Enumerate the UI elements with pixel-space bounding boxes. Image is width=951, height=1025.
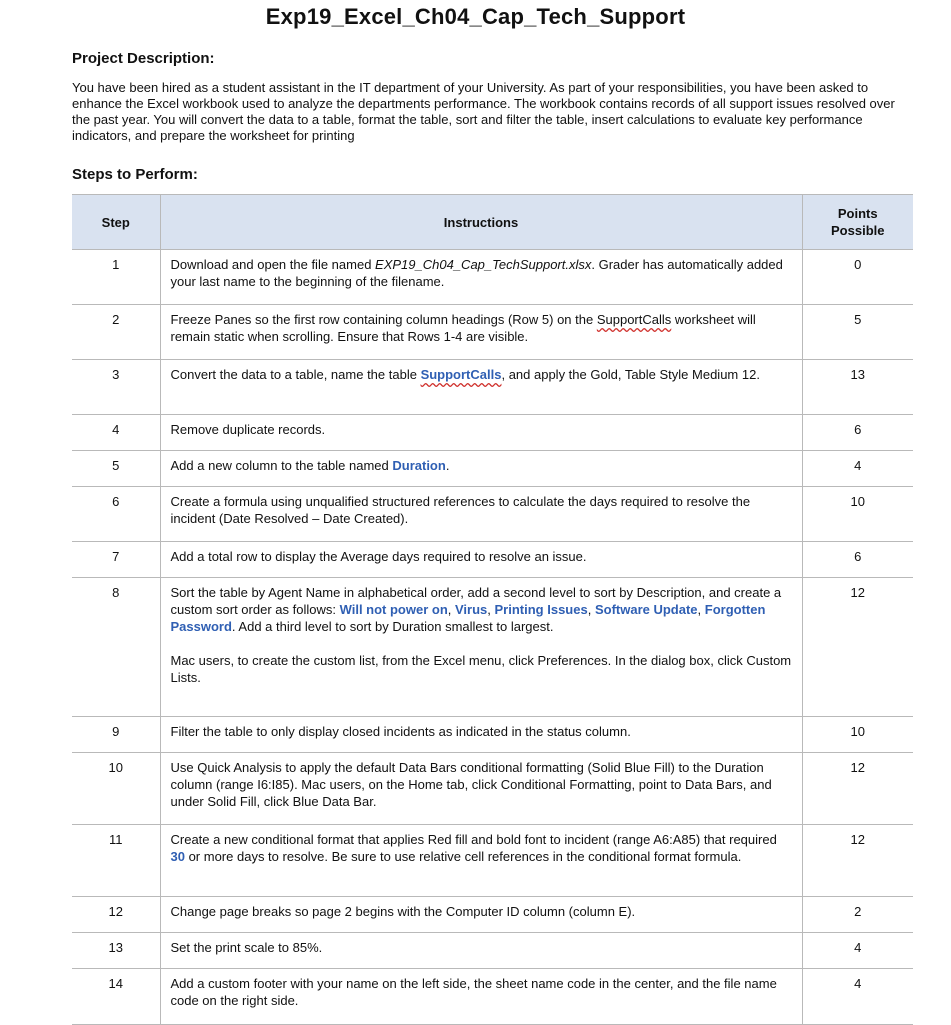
project-description-text: You have been hired as a student assistant in the IT department of your University. As part of your responsibilities, you have been asked to enhance the Excel workbook used to analyze the departments performance. The workbook contains records of all support issues resolved over the past year. You will convert the data to a table, format the table, sort and filter the table, insert calculations to evaluate key performance indicators, and prepare the worksheet for printing: [72, 80, 895, 143]
step-instruction: Filter the table to only display closed incidents as indicated in the status column.: [170, 724, 631, 739]
step-number: 9: [112, 724, 120, 739]
step-number: 5: [112, 458, 120, 473]
step-number: 11: [109, 832, 123, 847]
table-row: [72, 578, 913, 717]
step-points: 10: [850, 724, 865, 739]
table-row: [72, 825, 913, 897]
step-instruction: Create a formula using unqualified structured references to calculate the days required to resolve the incident (Date Resolved – Date Created).: [170, 494, 751, 526]
table-row: [72, 969, 913, 1025]
step-number: 1: [112, 257, 120, 272]
step-points: 13: [850, 367, 865, 382]
table-row: [72, 250, 913, 305]
step-instruction: Remove duplicate records.: [170, 422, 326, 437]
table-row: [72, 305, 913, 360]
step-instruction: Change page breaks so page 2 begins with the Computer ID column (column E).: [170, 904, 636, 919]
step-points: 6: [854, 422, 862, 437]
table-row: [72, 360, 913, 415]
step-number: 12: [108, 904, 123, 919]
table-row: [72, 897, 913, 933]
step-points: 12: [850, 585, 865, 600]
step-instruction: Download and open the file named EXP19_Ch04_Cap_TechSupport.xlsx. Grader has automatically added your last name to the beginning of the filename.: [170, 257, 783, 289]
step-points: 4: [854, 976, 862, 991]
table-row: [72, 415, 913, 451]
step-number: 8: [112, 585, 120, 600]
step-instruction: Create a new conditional format that applies Red fill and bold font to incident (range A6:A85) that required 30 or more days to resolve. Be sure to use relative cell references in the conditional format formula.: [170, 832, 777, 864]
step-number: 3: [112, 367, 120, 382]
steps-table: [72, 194, 913, 1025]
step-points: 12: [850, 760, 865, 775]
steps-heading: Steps to Perform:: [72, 166, 198, 183]
table-row: [72, 542, 913, 578]
header-step: Step: [72, 195, 160, 250]
step-instruction: Convert the data to a table, name the table SupportCalls, and apply the Gold, Table Style Medium 12.: [170, 367, 760, 382]
step-number: 13: [108, 940, 123, 955]
step-instruction: Freeze Panes so the first row containing column headings (Row 5) on the SupportCalls worksheet will remain static when scrolling. Ensure that Rows 1-4 are visible.: [170, 312, 756, 344]
step-points: 5: [854, 312, 862, 327]
step-number: 10: [108, 760, 123, 775]
table-row: [72, 753, 913, 825]
step-number: 4: [112, 422, 120, 437]
header-points: Points Possible: [802, 195, 913, 250]
mac-users-note: Mac users, to create the custom list, from the Excel menu, click Preferences. In the dialog box, click Custom Lists.: [170, 653, 792, 685]
table-row: [72, 933, 913, 969]
step-points: 0: [854, 257, 862, 272]
project-description-heading: Project Description:: [72, 50, 215, 67]
step-number: 14: [108, 976, 123, 991]
step-points: 4: [854, 940, 862, 955]
step-points: 12: [850, 832, 865, 847]
document-title: Exp19_Excel_Ch04_Cap_Tech_Support: [265, 4, 686, 29]
step-instruction: Sort the table by Agent Name in alphabetical order, add a second level to sort by Description, and create a custom sort order as follows: Will not power on, Virus, Printing Issues, Software Update, Forgotten Password. Add a third level to sort by Duration smallest to largest.: [170, 585, 782, 634]
step-instruction: Set the print scale to 85%.: [170, 940, 323, 955]
step-points: 4: [854, 458, 862, 473]
step-points: 2: [854, 904, 862, 919]
step-number: 7: [112, 549, 120, 564]
table-header-row: [72, 195, 913, 250]
step-number: 2: [112, 312, 120, 327]
step-instruction: Add a custom footer with your name on the left side, the sheet name code in the center, and the file name code on the right side.: [170, 976, 777, 1008]
step-instruction: Use Quick Analysis to apply the default Data Bars conditional formatting (Solid Blue Fill) to the Duration column (range I6:I85). Mac users, on the Home tab, click Conditional Formatting, point to Data Bars, and under Solid Fill, click Blue Data Bar.: [170, 760, 772, 809]
step-number: 6: [112, 494, 120, 509]
table-row: [72, 717, 913, 753]
step-instruction: Add a new column to the table named Duration.: [170, 458, 450, 473]
step-instruction: Add a total row to display the Average days required to resolve an issue.: [170, 549, 587, 564]
step-points: 6: [854, 549, 862, 564]
table-row: [72, 451, 913, 487]
step-points: 10: [850, 494, 865, 509]
header-instructions: Instructions: [160, 195, 802, 250]
table-row: [72, 487, 913, 542]
